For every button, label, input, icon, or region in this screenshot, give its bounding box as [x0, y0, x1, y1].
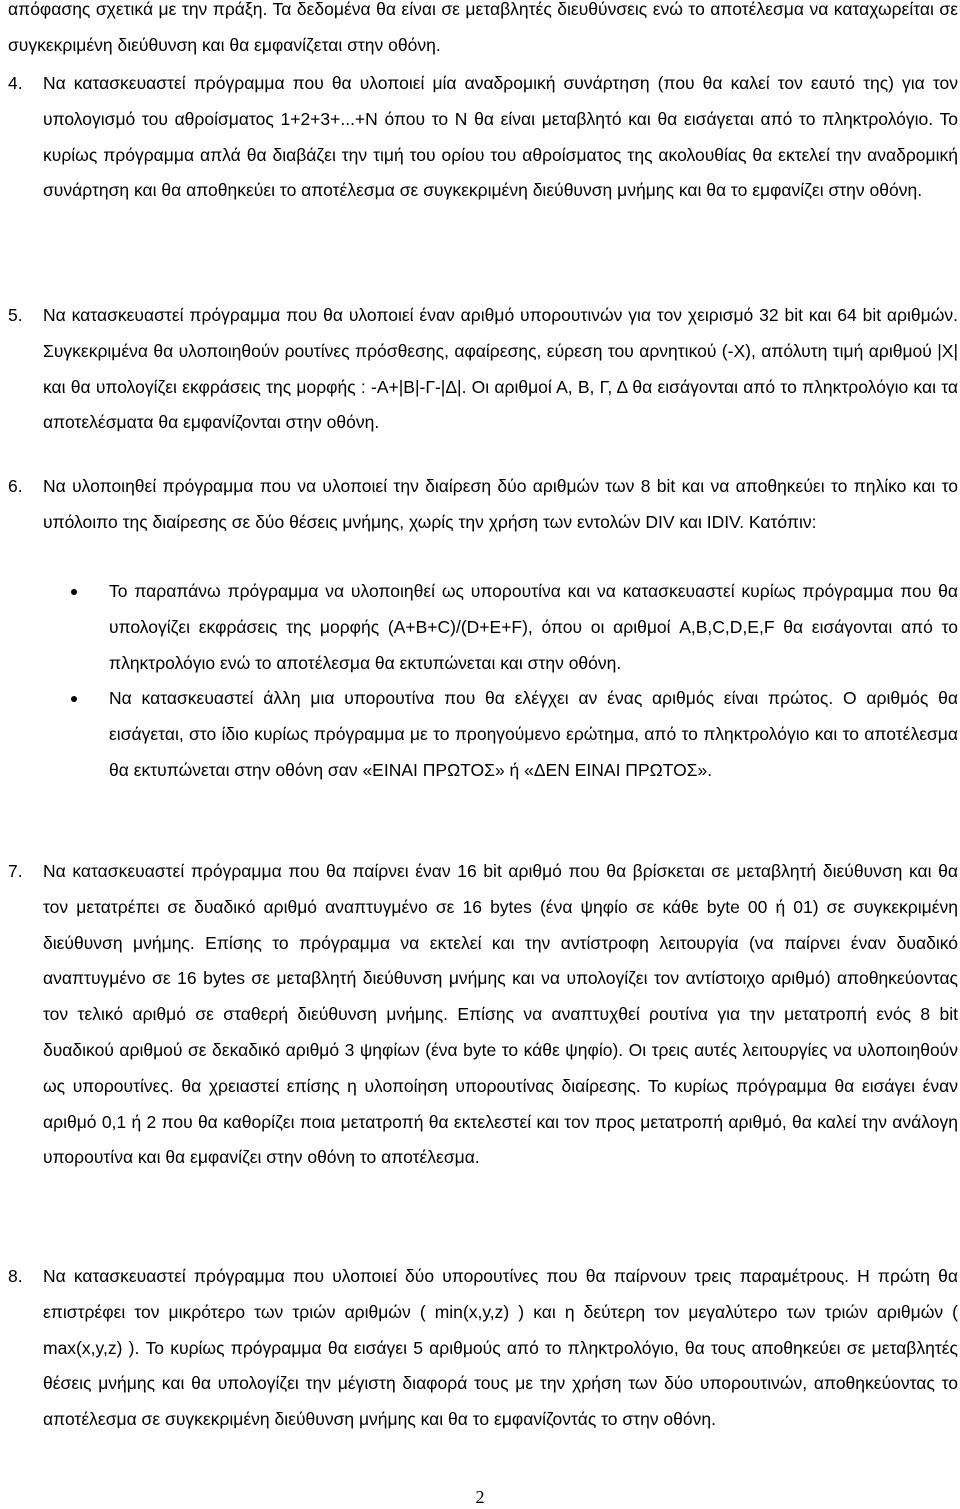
bullet-dot-icon [71, 696, 77, 702]
item-text: Να κατασκευαστεί πρόγραμμα που θα υλοποιεί έναν αριθμό υπορουτινών για τον χειρισμό 32 bit και 64 bit αριθμών. Συγκεκριμένα θα υλοποιηθούν ρουτίνες πρόσθεσης, αφαίρεσης, εύρεση του αρνητικού (-Χ), απόλυτη τιμή αριθμού |Χ| και θα υπολογίζει εκφράσεις της μορφής : -Α+|Β|-Γ-|Δ|. Οι αριθμοί Α, Β, Γ, Δ θα εισάγονται από το πληκτρολόγιο και τα αποτελέσματα θα εμφανίζονται στην οθόνη. [43, 305, 958, 433]
item-number: 6. [8, 476, 23, 496]
item-text: Να κατασκευαστεί πρόγραμμα που θα παίρνει έναν 16 bit αριθμό που θα βρίσκεται σε μεταβλητή διεύθυνση και θα τον μετατρέπει σε δυαδικό αριθμό αναπτυγμένο σε 16 bytes (ένα ψηφίο σε κάθε byte 00 ή 01) σε συγκεκριμένη διεύθυνση μνήμης. Επίσης το πρόγραμμα να εκτελεί και την αντίστροφη λειτουργία (να παίρνει έναν δυαδικό αναπτυγμένο σε 16 bytes σε μεταβλητή διεύθυνση μνήμης και να υπολογίζει τον αντίστοιχο αριθμό) αποθηκεύοντας τον τελικό αριθμό σε σταθερή διεύθυνση μνήμης. Επίσης να αναπτυχθεί ρουτίνα για την μετατροπή ενός 8 bit δυαδικού αριθμού σε δεκαδικό αριθμό 3 ψηφίων (ένα byte το κάθε ψηφίο). Οι τρεις αυτές λειτουργίες να υλοποιηθούν ως υπορουτίνες. θα χρειαστεί επίσης η υλοποίηση υπορουτίνας διαίρεσης. Το κυρίως πρόγραμμα θα εισάγει έναν αριθμό 0,1 ή 2 που θα καθορίζει ποια μετατροπή θα εκτελεστεί και τον προς μετατροπή αριθμό, θα καλεί την ανάλογη υπορουτίνα και θα εμφανίζει στην οθόνη το αποτέλεσμα. [43, 861, 958, 1168]
intro-continuation: απόφασης σχετικά με την πράξη. Τα δεδομένα θα είναι σε μεταβλητές διευθύνσεις ενώ το αποτέλεσμα να καταχωρείται σε συγκεκριμένη διεύθυνση και θα εμφανίζεται στην οθόνη. [8, 0, 958, 55]
bullet-dot-icon [71, 589, 77, 595]
bullet-item [43, 681, 958, 788]
item-text: Να υλοποιηθεί πρόγραμμα που να υλοποιεί την διαίρεση δύο αριθμών των 8 bit και να αποθηκεύει το πηλίκο και το υπόλοιπο της διαίρεσης σε δύο θέσεις μνήμης, χωρίς την χρήση των εντολών DIV και IDIV. Κατόπιν: [43, 476, 958, 532]
item-number: 4. [8, 73, 23, 93]
bullet-item [43, 574, 958, 681]
item-number: 8. [8, 1266, 23, 1286]
page-number: 2 [475, 1487, 485, 1507]
item-number: 5. [8, 305, 23, 325]
item-text: Να κατασκευαστεί πρόγραμμα που υλοποιεί δύο υπορουτίνες που θα παίρνουν τρεις παραμέτρους. Η πρώτη θα επιστρέφει τον μικρότερο των τριών αριθμών ( min(x,y,z) ) και η δεύτερη τον μεγαλύτερο των τριών αριθμών ( max(x,y,z) ). Το κυρίως πρόγραμμα θα εισάγει 5 αριθμούς από το πληκτρολόγιο, θα τους αποθηκεύει σε μεταβλητές θέσεις μνήμης και θα υπολογίζει την μέγιστη διαφορά τους με την χρήση των δύο υπορουτινών, αποθηκεύοντας το αποτέλεσμα σε συγκεκριμένη διεύθυνση μνήμης και θα το εμφανίζοντάς το στην οθόνη. [43, 1266, 958, 1430]
bullet-text: Το παραπάνω πρόγραμμα να υλοποιηθεί ως υπορουτίνα και να κατασκευαστεί κυρίως πρόγραμμα που θα υπολογίζει εκφράσεις της μορφής (A+B+C)/(D+E+F), όπου οι αριθμοί A,B,C,D,E,F θα εισάγονται από το πληκτρολόγιο ενώ το αποτέλεσμα θα εκτυπώνεται και στην οθόνη. [109, 581, 958, 673]
bullet-text: Να κατασκευαστεί άλλη μια υπορουτίνα που θα ελέγχει αν ένας αριθμός είναι πρώτος. Ο αριθμός θα εισάγεται, στο ίδιο κυρίως πρόγραμμα με το προηγούμενο ερώτημα, από το πληκτρολόγιο και το αποτέλεσμα θα εκτυπώνεται στην οθόνη σαν «ΕΙΝΑΙ ΠΡΩΤΟΣ» ή «ΔΕΝ ΕΙΝΑΙ ΠΡΩΤΟΣ». [109, 688, 958, 780]
item-text: Να κατασκευαστεί πρόγραμμα που θα υλοποιεί μία αναδρομική συνάρτηση (που θα καλεί τον εαυτό της) για τον υπολογισμό του αθροίσματος 1+2+3+...+N όπου το Ν θα είναι μεταβλητό και θα εισάγεται από το πληκτρολόγιο. Το κυρίως πρόγραμμα απλά θα διαβάζει την τιμή του ορίου του αθροίσματος της ακολουθίας θα εκτελεί την αναδρομική συνάρτηση και θα αποθηκεύει το αποτέλεσμα σε συγκεκριμένη διεύθυνση μνήμης και θα το εμφανίζει στην οθόνη. [43, 73, 958, 201]
bullet-list [43, 574, 958, 789]
item-number: 7. [8, 861, 23, 881]
